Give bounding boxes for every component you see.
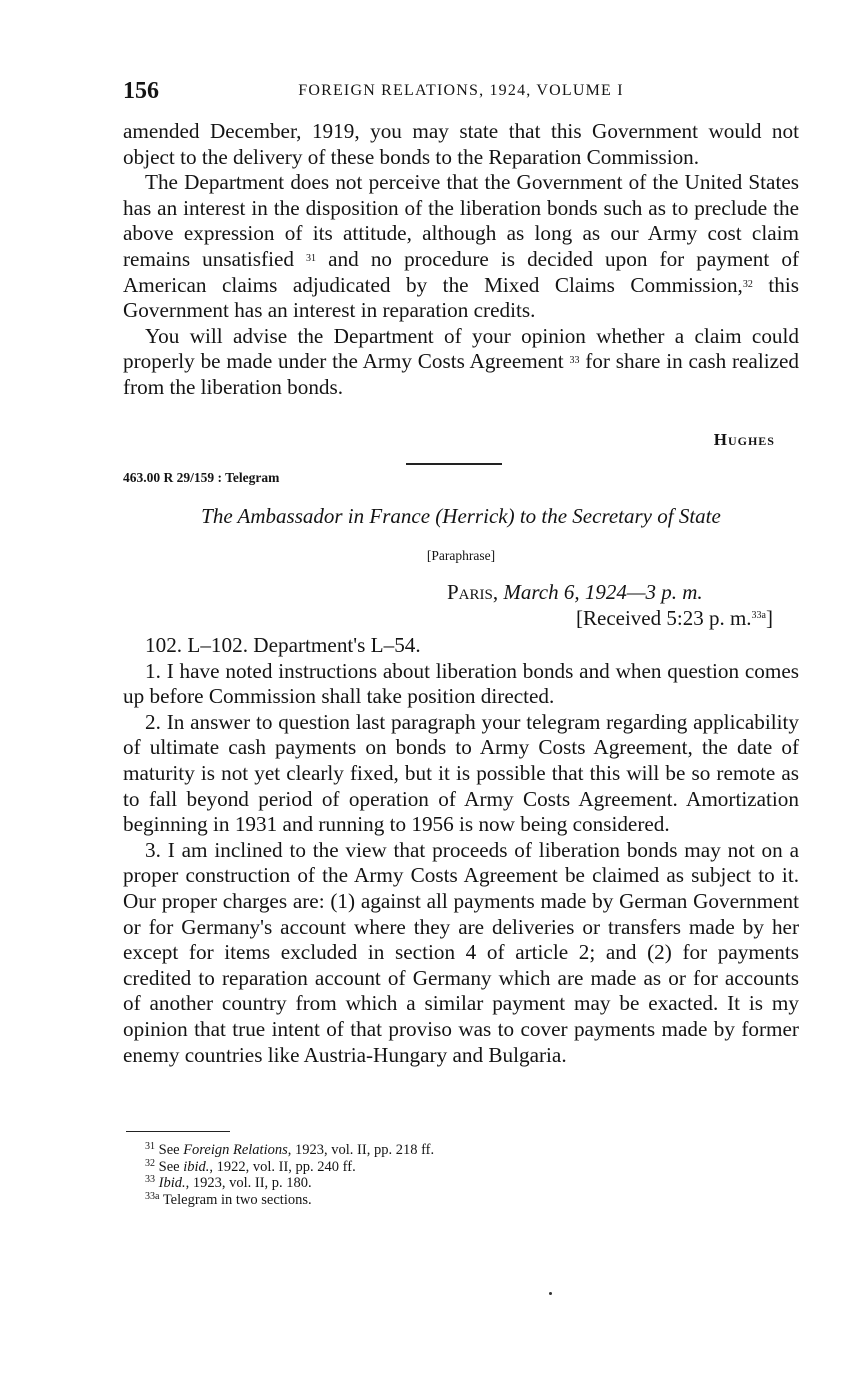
paragraph-text-c: this Government has an interest in reparation credits. xyxy=(123,272,799,323)
footnote-mark: 33 xyxy=(145,1174,155,1185)
footnote-source: Ibid. xyxy=(158,1175,186,1191)
footnote-source: Foreign Relations xyxy=(183,1142,288,1158)
footnote-rest: , 1923, vol. II, p. 180. xyxy=(185,1175,312,1191)
telegram-intro: 102. L–102. Department's L–54. xyxy=(145,633,421,657)
dateline-date: March 6, 1924—3 p. m. xyxy=(503,580,703,604)
footnote-mark: 31 xyxy=(145,1141,155,1152)
document-title: The Ambassador in France (Herrick) to the Secretary of State xyxy=(201,504,721,528)
paragraph-text-b: and no procedure is decided upon for payment of American claims adjudicated by the Mixed Claims Commission, xyxy=(123,246,799,297)
footnote-31 xyxy=(145,1142,785,1159)
paragraph-text-a: The Department does not perceive that the Government of the United States has an interest in the disposition of the liberation bonds such as to preclude the above expression of its attitude, although as long as our Army cost claim remains unsatisfied xyxy=(123,170,799,271)
footnote-ref-32: 32 xyxy=(742,278,753,290)
footnote-mark: 32 xyxy=(145,1157,155,1169)
footnote-ref-31: 31 xyxy=(306,252,317,264)
telegram-item-2: 2. In answer to question last paragraph your telegram regarding applicability of ultimate cash payments on bonds to Army Costs Agreement, the date of maturity is not yet clearly fixed, but it is possible that this will be so remote as to fall beyond period of operation of Army Costs Agreement. Amortization beginning in 1931 and running to 1956 is now being considered. xyxy=(123,709,799,837)
page-number: 156 xyxy=(123,78,159,104)
paragraph-text-a: You will advise the Department of your opinion whether a claim could properly be made under the Army Costs Agreement xyxy=(123,323,799,374)
paragraph-advise xyxy=(123,324,799,401)
footnote-33 xyxy=(145,1175,785,1192)
received-close: ] xyxy=(766,606,773,630)
footnote-prefix: Telegram in two sections. xyxy=(162,1191,312,1208)
received-line xyxy=(576,606,773,631)
instruction-body xyxy=(123,119,799,401)
file-reference: 463.00 R 29/159 : Telegram xyxy=(123,470,280,485)
footnote-source: ibid. xyxy=(183,1158,210,1175)
paraphrase-label: [Paraphrase] xyxy=(426,548,496,563)
footnote-rest: , 1922, vol. II, pp. 240 ff. xyxy=(209,1158,356,1175)
footnotes xyxy=(145,1142,785,1208)
paragraph-text-b: for share in cash realized from the liberation bonds. xyxy=(123,349,799,399)
footnote-ref-33a: 33a xyxy=(751,610,766,621)
footnote-ref-33: 33 xyxy=(569,355,580,367)
paragraph-continuation: amended December, 1919, you may state that this Government would not object to the delivery of these bonds to the Reparation Commission. xyxy=(123,119,799,169)
section-divider xyxy=(406,463,502,465)
footnote-rest: , 1923, vol. II, pp. 218 ff. xyxy=(287,1142,435,1158)
page-header xyxy=(123,78,799,108)
telegram-item-3: 3. I am inclined to the view that proceeds of liberation bonds may not on a proper construction of the Army Costs Agreement be claimed as subject to it. Our proper charges are: (1) against all payments made by German Government or for Germany's account where they are deliveries or transfers made by her except for items excluded in section 4 of article 2; and (2) for payments credited to reparation account of Germany which are made as or for accounts of another country from which a similar payment may be exacted. It is my opinion that true intent of that proviso was to cover payments made by former enemy countries like Austria-Hungary and Bulgaria. xyxy=(123,837,799,1067)
footnote-prefix: See xyxy=(158,1142,184,1158)
footnote-33a xyxy=(145,1192,785,1209)
footnote-prefix: See xyxy=(158,1158,184,1175)
footnote-32 xyxy=(145,1159,785,1176)
signature: Hughes xyxy=(713,430,775,449)
dateline-place: Paris, xyxy=(447,580,499,604)
footnote-mark: 33a xyxy=(145,1190,160,1202)
paragraph-department-interest xyxy=(123,170,799,324)
running-title: FOREIGN RELATIONS, 1924, VOLUME I xyxy=(298,82,624,99)
footnote-divider xyxy=(126,1131,230,1132)
telegram-item-1: 1. I have noted instructions about liberation bonds and when question comes up before Commission shall take position directed. xyxy=(123,658,799,709)
received-text: [Received 5:23 p. m. xyxy=(576,606,752,630)
scan-speck xyxy=(549,1292,552,1295)
telegram-body xyxy=(123,633,799,1068)
dateline xyxy=(447,580,703,605)
